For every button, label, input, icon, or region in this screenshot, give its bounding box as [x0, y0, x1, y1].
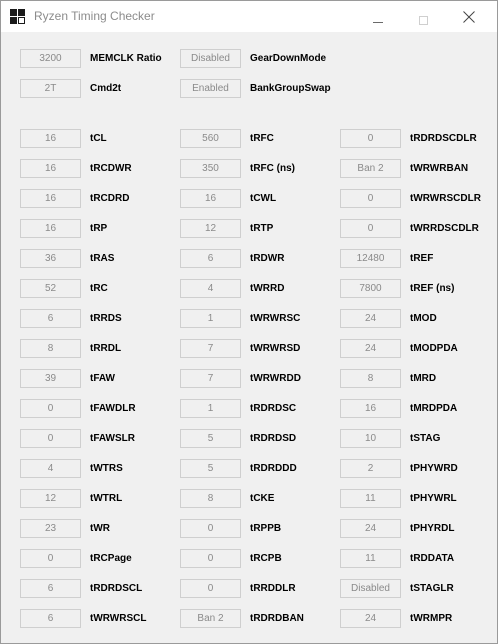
twrwrban-field[interactable]: Ban 2 — [340, 159, 401, 178]
minimize-button[interactable] — [355, 1, 401, 32]
trdrdscdlr-field[interactable]: 0 — [340, 129, 401, 148]
tphywrd-label: tPHYWRD — [410, 463, 458, 474]
trdrdsc-field[interactable]: 1 — [180, 399, 241, 418]
twrrdscdlr-label: tWRRDSCDLR — [410, 223, 479, 234]
twr-label: tWR — [90, 523, 110, 534]
trcdrd-label: tRCDRD — [90, 193, 130, 204]
tstaglr-field[interactable]: Disabled — [340, 579, 401, 598]
twrmpr-label: tWRMPR — [410, 613, 453, 624]
trrddlr-label: tRRDDLR — [250, 583, 296, 594]
trdrdscdlr-label: tRDRDSCDLR — [410, 133, 477, 144]
trdrdscl-label: tRDRDSCL — [90, 583, 143, 594]
tmrd-field[interactable]: 8 — [340, 369, 401, 388]
trrdl-field[interactable]: 8 — [20, 339, 81, 358]
maximize-button — [401, 1, 447, 32]
tfawslr-field[interactable]: 0 — [20, 429, 81, 448]
close-icon — [463, 11, 475, 23]
tras-field[interactable]: 36 — [20, 249, 81, 268]
trcdrd-field[interactable]: 16 — [20, 189, 81, 208]
memclk-ratio-label: MEMCLK Ratio — [90, 53, 162, 64]
close-button[interactable] — [447, 1, 493, 32]
trcpb-label: tRCPB — [250, 553, 282, 564]
tcl-label: tCL — [90, 133, 107, 144]
app-icon — [10, 9, 25, 24]
geardownmode-field[interactable]: Disabled — [180, 49, 241, 68]
bankgroupswap-field[interactable]: Enabled — [180, 79, 241, 98]
tref-ns-label: tREF (ns) — [410, 283, 455, 294]
tcl-field[interactable]: 16 — [20, 129, 81, 148]
twrwrscl-field[interactable]: 6 — [20, 609, 81, 628]
trcdwr-label: tRCDWR — [90, 163, 132, 174]
cmd2t-field[interactable]: 2T — [20, 79, 81, 98]
trp-label: tRP — [90, 223, 108, 234]
trrddlr-field[interactable]: 0 — [180, 579, 241, 598]
tphywrl-field[interactable]: 11 — [340, 489, 401, 508]
tfawdlr-field[interactable]: 0 — [20, 399, 81, 418]
trrds-label: tRRDS — [90, 313, 122, 324]
twrwrsc-field[interactable]: 1 — [180, 309, 241, 328]
tcke-label: tCKE — [250, 493, 275, 504]
window-title: Ryzen Timing Checker — [34, 9, 155, 23]
tras-label: tRAS — [90, 253, 115, 264]
trcpb-field[interactable]: 0 — [180, 549, 241, 568]
trfc-field[interactable]: 560 — [180, 129, 241, 148]
tstag-field[interactable]: 10 — [340, 429, 401, 448]
trdrddd-label: tRDRDDD — [250, 463, 297, 474]
trdrdsc-label: tRDRDSC — [250, 403, 297, 414]
trfc-ns-field[interactable]: 350 — [180, 159, 241, 178]
tmodpda-field[interactable]: 24 — [340, 339, 401, 358]
tcwl-label: tCWL — [250, 193, 277, 204]
twrwrsc-label: tWRWRSC — [250, 313, 301, 324]
tstag-label: tSTAG — [410, 433, 441, 444]
trdrdban-label: tRDRDBAN — [250, 613, 304, 624]
tstaglr-label: tSTAGLR — [410, 583, 454, 594]
cmd2t-label: Cmd2t — [90, 83, 122, 94]
trcpage-label: tRCPage — [90, 553, 132, 564]
trdrdscl-field[interactable]: 6 — [20, 579, 81, 598]
title-bar[interactable] — [1, 1, 497, 32]
trtp-field[interactable]: 12 — [180, 219, 241, 238]
twrwrban-label: tWRWRBAN — [410, 163, 469, 174]
twtrl-label: tWTRL — [90, 493, 123, 504]
tmod-label: tMOD — [410, 313, 437, 324]
trcpage-field[interactable]: 0 — [20, 549, 81, 568]
tphywrd-field[interactable]: 2 — [340, 459, 401, 478]
tmod-field[interactable]: 24 — [340, 309, 401, 328]
tphyrdl-field[interactable]: 24 — [340, 519, 401, 538]
maximize-icon — [419, 16, 428, 25]
tmrd-label: tMRD — [410, 373, 437, 384]
trdwr-label: tRDWR — [250, 253, 285, 264]
twrwrdd-field[interactable]: 7 — [180, 369, 241, 388]
trtp-label: tRTP — [250, 223, 274, 234]
twrwrscdlr-field[interactable]: 0 — [340, 189, 401, 208]
bankgroupswap-label: BankGroupSwap — [250, 83, 331, 94]
trfc-ns-label: tRFC (ns) — [250, 163, 295, 174]
trp-field[interactable]: 16 — [20, 219, 81, 238]
tcwl-field[interactable]: 16 — [180, 189, 241, 208]
tref-label: tREF — [410, 253, 434, 264]
twrwrsd-field[interactable]: 7 — [180, 339, 241, 358]
trdrdban-field[interactable]: Ban 2 — [180, 609, 241, 628]
twrrd-label: tWRRD — [250, 283, 285, 294]
twrrd-field[interactable]: 4 — [180, 279, 241, 298]
twrwrdd-label: tWRWRDD — [250, 373, 301, 384]
trcdwr-field[interactable]: 16 — [20, 159, 81, 178]
twrwrscdlr-label: tWRWRSCDLR — [410, 193, 481, 204]
twtrs-field[interactable]: 4 — [20, 459, 81, 478]
tphyrdl-label: tPHYRDL — [410, 523, 455, 534]
trrdl-label: tRRDL — [90, 343, 122, 354]
trdrddd-field[interactable]: 5 — [180, 459, 241, 478]
tfaw-field[interactable]: 39 — [20, 369, 81, 388]
tref-ns-field[interactable]: 7800 — [340, 279, 401, 298]
tcke-field[interactable]: 8 — [180, 489, 241, 508]
trddata-field[interactable]: 11 — [340, 549, 401, 568]
tmodpda-label: tMODPDA — [410, 343, 458, 354]
tfaw-label: tFAW — [90, 373, 115, 384]
twrmpr-field[interactable]: 24 — [340, 609, 401, 628]
trc-field[interactable]: 52 — [20, 279, 81, 298]
twrwrscl-label: tWRWRSCL — [90, 613, 147, 624]
tref-field[interactable]: 12480 — [340, 249, 401, 268]
tfawslr-label: tFAWSLR — [90, 433, 135, 444]
twr-field[interactable]: 23 — [20, 519, 81, 538]
trrds-field[interactable]: 6 — [20, 309, 81, 328]
trppb-field[interactable]: 0 — [180, 519, 241, 538]
minimize-icon — [373, 22, 383, 23]
twrwrsd-label: tWRWRSD — [250, 343, 301, 354]
trppb-label: tRPPB — [250, 523, 282, 534]
trdwr-field[interactable]: 6 — [180, 249, 241, 268]
tfawdlr-label: tFAWDLR — [90, 403, 136, 414]
twrrdscdlr-field[interactable]: 0 — [340, 219, 401, 238]
memclk-ratio-field[interactable]: 3200 — [20, 49, 81, 68]
geardownmode-label: GearDownMode — [250, 53, 327, 64]
trddata-label: tRDDATA — [410, 553, 455, 564]
trdrdsd-field[interactable]: 5 — [180, 429, 241, 448]
twtrl-field[interactable]: 12 — [20, 489, 81, 508]
tphywrl-label: tPHYWRL — [410, 493, 457, 504]
twtrs-label: tWTRS — [90, 463, 123, 474]
tmrdpda-field[interactable]: 16 — [340, 399, 401, 418]
trdrdsd-label: tRDRDSD — [250, 433, 297, 444]
trfc-label: tRFC — [250, 133, 274, 144]
tmrdpda-label: tMRDPDA — [410, 403, 458, 414]
trc-label: tRC — [90, 283, 108, 294]
timings-panel — [1, 32, 497, 643]
